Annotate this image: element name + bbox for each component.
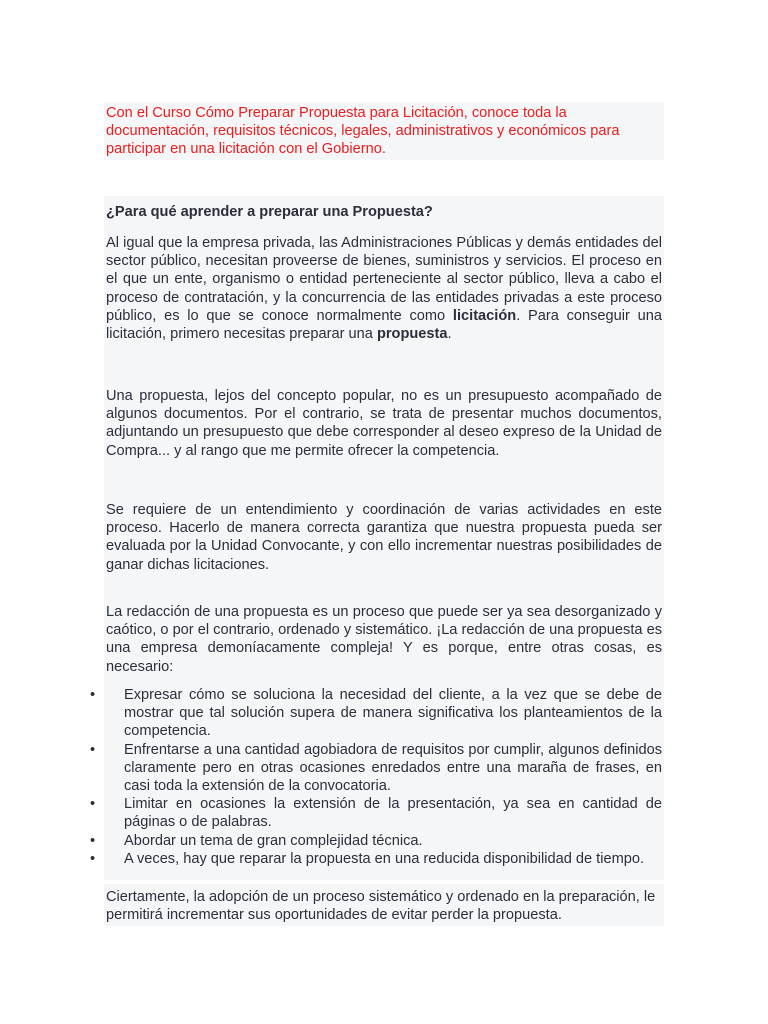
list-item — [90, 795, 662, 831]
list-item-text: Abordar un tema de gran complejidad técnica. — [124, 832, 423, 849]
bold-licitacion: licitación — [452, 307, 517, 324]
list-item-text: Limitar en ocasiones la extensión de la presentación, ya sea en cantidad de páginas o de palabras. — [124, 796, 662, 831]
bullet-icon: • — [90, 832, 96, 849]
paragraph-1-text-b: . Para conseguir una licitación, primero necesitas preparar una — [106, 307, 663, 343]
paragraph-4: La redacción de una propuesta es un proceso que puede ser ya sea desorganizado y caótico, o por el contrario, ordenado y sistemático. ¡La redacción de una propuesta es una empresa demoníacamente compleja! Y es porque, entre otras cosas, es necesario: — [106, 604, 662, 675]
bullet-icon: • — [90, 741, 96, 758]
list-item — [90, 686, 662, 741]
list-item — [90, 832, 662, 850]
paragraph-1-text-a: Al igual que la empresa privada, las Administraciones Públicas y demás entidades del sector público, necesitan proveerse de bienes, suministros y servicios. El proceso en el que un ente, organismo o entidad perteneciente al sector público, lleva a cabo el proceso de contratación, y la concurrencia de las entidades privadas a este proceso público, es lo que se conoce normalmente como — [106, 235, 662, 324]
bold-propuesta: propuesta — [376, 326, 448, 343]
bullet-icon: • — [90, 850, 96, 867]
paragraph-2: Una propuesta, lejos del concepto popular, no es un presupuesto acompañado de algunos documentos. Por el contrario, se trata de presentar muchos documentos, adjuntando un presupuesto que debe corresponder al deseo expreso de la Unidad de Compra... y al rango que me permite ofrecer la competencia. — [106, 388, 662, 459]
list-item — [90, 741, 662, 796]
section-heading: ¿Para qué aprender a preparar una Propuesta? — [106, 204, 433, 220]
list-item-text: Expresar cómo se soluciona la necesidad del cliente, a la vez que se debe de mostrar que tal solución supera de manera significativa los planteamientos de la competencia. — [124, 687, 662, 740]
requirements-list — [90, 686, 662, 868]
paragraph-1-text-c: . — [447, 326, 452, 343]
conclusion-paragraph: Ciertamente, la adopción de un proceso sistemático y ordenado en la preparación, le permitirá incrementar sus oportunidades de evitar perder la propuesta. — [106, 889, 656, 924]
bullet-icon: • — [90, 687, 96, 703]
paragraph-1 — [106, 234, 662, 343]
bullet-icon: • — [90, 796, 96, 813]
list-item — [90, 850, 662, 868]
intro-paragraph: Con el Curso Cómo Preparar Propuesta para Licitación, conoce toda la documentación, requisitos técnicos, legales, administrativos y económicos para participar en una licitación con el Gobierno. — [106, 105, 620, 158]
list-item-text: Enfrentarse a una cantidad agobiadora de requisitos por cumplir, algunos definidos claramente pero en otras ocasiones enredados entre una maraña de frases, en casi toda la extensión de la convocatoria. — [124, 741, 662, 795]
list-item-text: A veces, hay que reparar la propuesta en una reducida disponibilidad de tiempo. — [124, 850, 645, 867]
paragraph-3: Se requiere de un entendimiento y coordinación de varias actividades en este proceso. Hacerlo de manera correcta garantiza que nuestra propuesta pueda ser evaluada por la Unidad Convocante, y con ello incrementar nuestras posibilidades de ganar dichas licitaciones. — [106, 502, 662, 573]
